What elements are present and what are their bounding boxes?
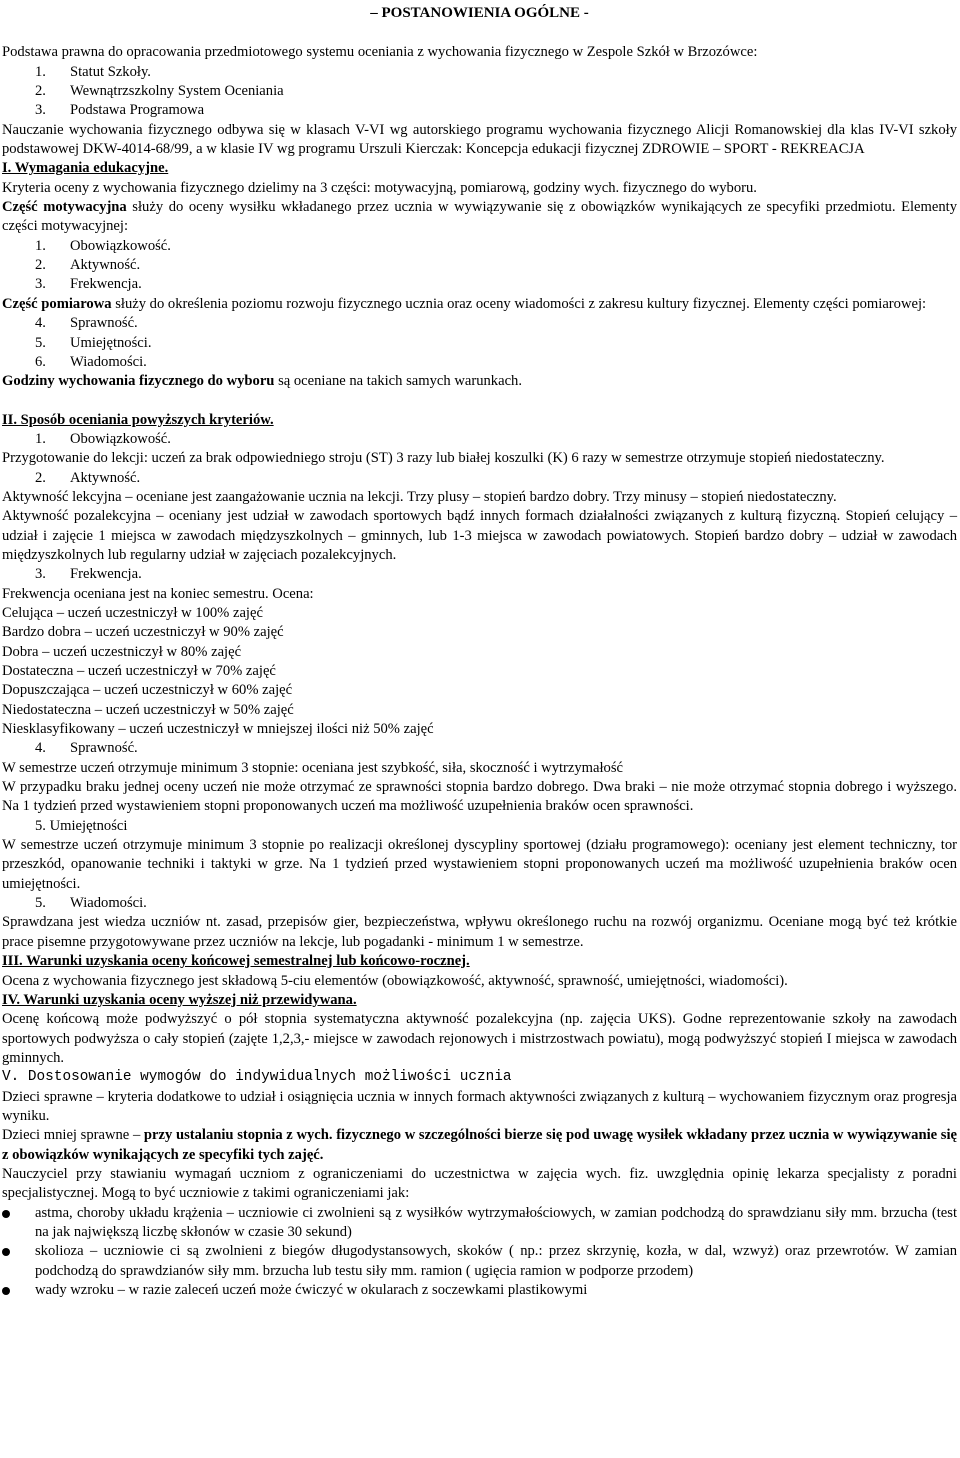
list-item: 2. Aktywność. <box>35 257 141 274</box>
list-item: 5. Wiadomości. <box>35 895 147 912</box>
paragraph: Część pomiarowa służy do określenia poziomu rozwoju fizycznego ucznia oraz oceny wiadomości z zakresu kultury fizycznej. Elementy części pomiarowej: <box>2 295 927 312</box>
program-text: Nauczanie wychowania fizycznego odbywa się w klasach V-VI wg autorskiego programu wychowania fizycznego Alicji Romanowskiej dla klas IV-VI szkoły podstawowej DKW-4014-68/99, a w klasie IV wg programu Urszuli Kierczak: Koncepcja edukacji fizycznej ZDROWIE – SPORT - REKREACJA <box>2 121 957 158</box>
grade-line: Dobra – uczeń uczestniczył w 80% zajęć <box>2 643 242 660</box>
paragraph: Ocenę końcową może podwyższyć o pół stopnia systematyczna aktywność pozalekcyjna (np. zajęcia UKS). Godne reprezentowanie szkoły na zawodach sportowych podwyższa o cały stopień (zajęte 1,2,3,- miejsce w zawodach rejonowych i mistrzostwach powiatu), mogą podwyższyć stopień I miejsca w zawodach gminnych. <box>2 1011 957 1066</box>
grade-line: Niesklasyfikowany – uczeń uczestniczył w mniejszej ilości niż 50% zajęć <box>2 721 434 738</box>
paragraph: Nauczyciel przy stawianiu wymagań uczniom z ograniczeniami do uczestnictwa w zajęcia wych. fiz. uwzględnia opinię lekarza specjalisty z poradni specjalistycznej. Mogą to być uczniowie z takimi ograniczeniami jak: <box>2 1165 957 1202</box>
paragraph: Aktywność lekcyjna – oceniane jest zaangażowanie ucznia na lekcji. Trzy plusy – stopień bardzo dobry. Trzy minusy – stopień niedostateczny. <box>2 488 837 505</box>
paragraph: Przygotowanie do lekcji: uczeń za brak odpowiedniego stroju (ST) 3 razy lub białej koszulki (K) 6 razy w semestrze otrzymuje stopień niedostateczny. <box>2 450 885 467</box>
bullet-icon <box>2 1210 10 1218</box>
list-item: 1. Obowiązkowość. <box>35 237 171 254</box>
paragraph: Ocena z wychowania fizycznego jest składową 5-ciu elementów (obowiązkowość, aktywność, sprawność, umiejętności, wiadomości). <box>2 972 788 989</box>
list-item: 1. Obowiązkowość. <box>35 430 171 447</box>
bullet-item: skolioza – uczniowie ci są zwolnieni z biegów długodystansowych, skoków ( np.: przez skrzynię, kozła, w dal, wzwyż) oraz przewrotów. W zamian podchodzą do sprawdzianów siły mm. brzucha lub testu siły mm. ramion ( ugięcia ramion w podporze przodem) <box>2 1242 957 1281</box>
grade-line: Celująca – uczeń uczestniczył w 100% zajęć <box>2 604 263 621</box>
list-item: 5. Umiejętności. <box>35 334 152 351</box>
list-item: 1. Statut Szkoły. <box>35 63 151 80</box>
paragraph: Frekwencja oceniana jest na koniec semestru. Ocena: <box>2 585 314 602</box>
paragraph: W przypadku braku jednej oceny uczeń nie może otrzymać ze sprawności stopnia bardzo dobrego. Dwa braki – nie może otrzymać stopnia dobrego i wyższego. Na 1 tydzień przed wystawieniem stopni proponowanych uczeń ma możliwość uzupełnienia braków ocen sprawności. <box>2 779 957 815</box>
paragraph: Aktywność pozalekcyjna – oceniany jest udział w zawodach sportowych bądź innych formach działalności związanych z kulturą fizyczną. Stopień celujący – udział i zajęcie 1 miejsca w zawodach międzyszkolnych – gminnych, lub 1-3 miejsca w zawodach powiatowych. Stopień bardzo dobry – udział w zawodach międzyszkolnych lub regularny udział w zajęciach pozalekcyjnych. <box>2 508 957 563</box>
paragraph: Kryteria oceny z wychowania fizycznego dzielimy na 3 części: motywacyjną, pomiarową, godziny wych. fizycznego do wyboru. <box>2 179 757 196</box>
section-heading: III. Warunki uzyskania oceny końcowej semestralnej lub końcowo-rocznej. <box>2 953 470 970</box>
paragraph: Godziny wychowania fizycznego do wyboru są oceniane na takich samych warunkach. <box>2 373 523 390</box>
section-heading: IV. Warunki uzyskania oceny wyższej niż przewidywana. <box>2 991 357 1008</box>
list-item: 2. Aktywność. <box>35 469 141 486</box>
list-item: 3. Podstawa Programowa <box>35 102 205 119</box>
list-item: 2. Wewnątrzszkolny System Oceniania <box>35 83 284 100</box>
bullet-icon <box>2 1248 10 1256</box>
grade-line: Niedostateczna – uczeń uczestniczył w 50% zajęć <box>2 701 294 718</box>
paragraph: W semestrze uczeń otrzymuje minimum 3 stopnie po realizacji określonej dyscypliny sportowej (działu programowego): oceniany jest element techniczny, tor przeszkód, opanowanie techniki i taktyki w grze. Na 1 tydzień przed wystawieniem stopni proponowanych uczeń ma możliwość uzupełnienia braków ocen umiejętności. <box>2 837 957 892</box>
bullet-icon <box>2 1287 10 1295</box>
list-item: 4. Sprawność. <box>35 315 138 332</box>
list-item: 5. Umiejętności <box>35 817 128 834</box>
grade-line: Bardzo dobra – uczeń uczestniczył w 90% zajęć <box>2 624 284 641</box>
paragraph: Sprawdzana jest wiedza uczniów nt. zasad, przepisów gier, bezpieczeństwa, wpływu określonego ruchu na rozwój organizmu. Oceniane mogą być też krótkie prace pisemne przygotowywane przez uczniów na lekcje, lub pogadanki - minimum 1 w semestrze. <box>2 914 957 950</box>
list-item: 3. Frekwencja. <box>35 276 142 293</box>
legal-basis-text: Podstawa prawna do opracowania przedmiotowego systemu oceniania z wychowania fizycznego w Zespole Szkół w Brzozówce: <box>2 44 758 61</box>
section-heading: II. Sposób oceniania powyższych kryteriów. <box>2 411 274 428</box>
paragraph: Dzieci mniej sprawne – przy ustalaniu stopnia z wych. fizycznego w szczególności bierze się pod uwagę wysiłek wkładany przez ucznia w wywiązywanie się z obowiązków wynikających ze specyfiki tych zajęć. <box>2 1127 957 1163</box>
list-item: 3. Frekwencja. <box>35 566 142 583</box>
grade-line: Dostateczna – uczeń uczestniczył w 70% zajęć <box>2 663 276 679</box>
bullet-item: wady wzroku – w razie zaleceń uczeń może ćwiczyć w okularach z soczewkami plastikowymi <box>2 1281 957 1300</box>
paragraph: W semestrze uczeń otrzymuje minimum 3 stopnie: oceniana jest szybkość, siła, skoczność i wytrzymałość <box>2 759 624 776</box>
document-title: – POSTANOWIENIA OGÓLNE - <box>370 5 589 21</box>
list-item: 6. Wiadomości. <box>35 353 147 370</box>
bullet-item: astma, choroby układu krążenia – uczniowie ci zwolnieni są z wysiłków wytrzymałościowych, w zamian podchodzą do sprawdzianu siły mm. brzucha (test na jak największą liczbę skłonów w czasie 30 sekund) <box>2 1204 957 1243</box>
list-item: 4. Sprawność. <box>35 740 138 757</box>
grade-line: Dopuszczająca – uczeń uczestniczył w 60% zajęć <box>2 682 293 699</box>
paragraph: Część motywacyjna służy do oceny wysiłku wkładanego przez ucznia w wywiązywanie się z obowiązków wynikających ze specyfiki przedmiotu. Elementy części motywacyjnej: <box>2 199 957 235</box>
paragraph: Dzieci sprawne – kryteria dodatkowe to udział i osiągnięcia ucznia w innych formach aktywności związanych z kulturą – wychowaniem fizycznym oraz progresja wyniku. <box>2 1088 957 1124</box>
section-heading: V. Dostosowanie wymogów do indywidualnych możliwości ucznia <box>2 1069 512 1086</box>
section-heading: I. Wymagania edukacyjne. <box>2 160 169 177</box>
